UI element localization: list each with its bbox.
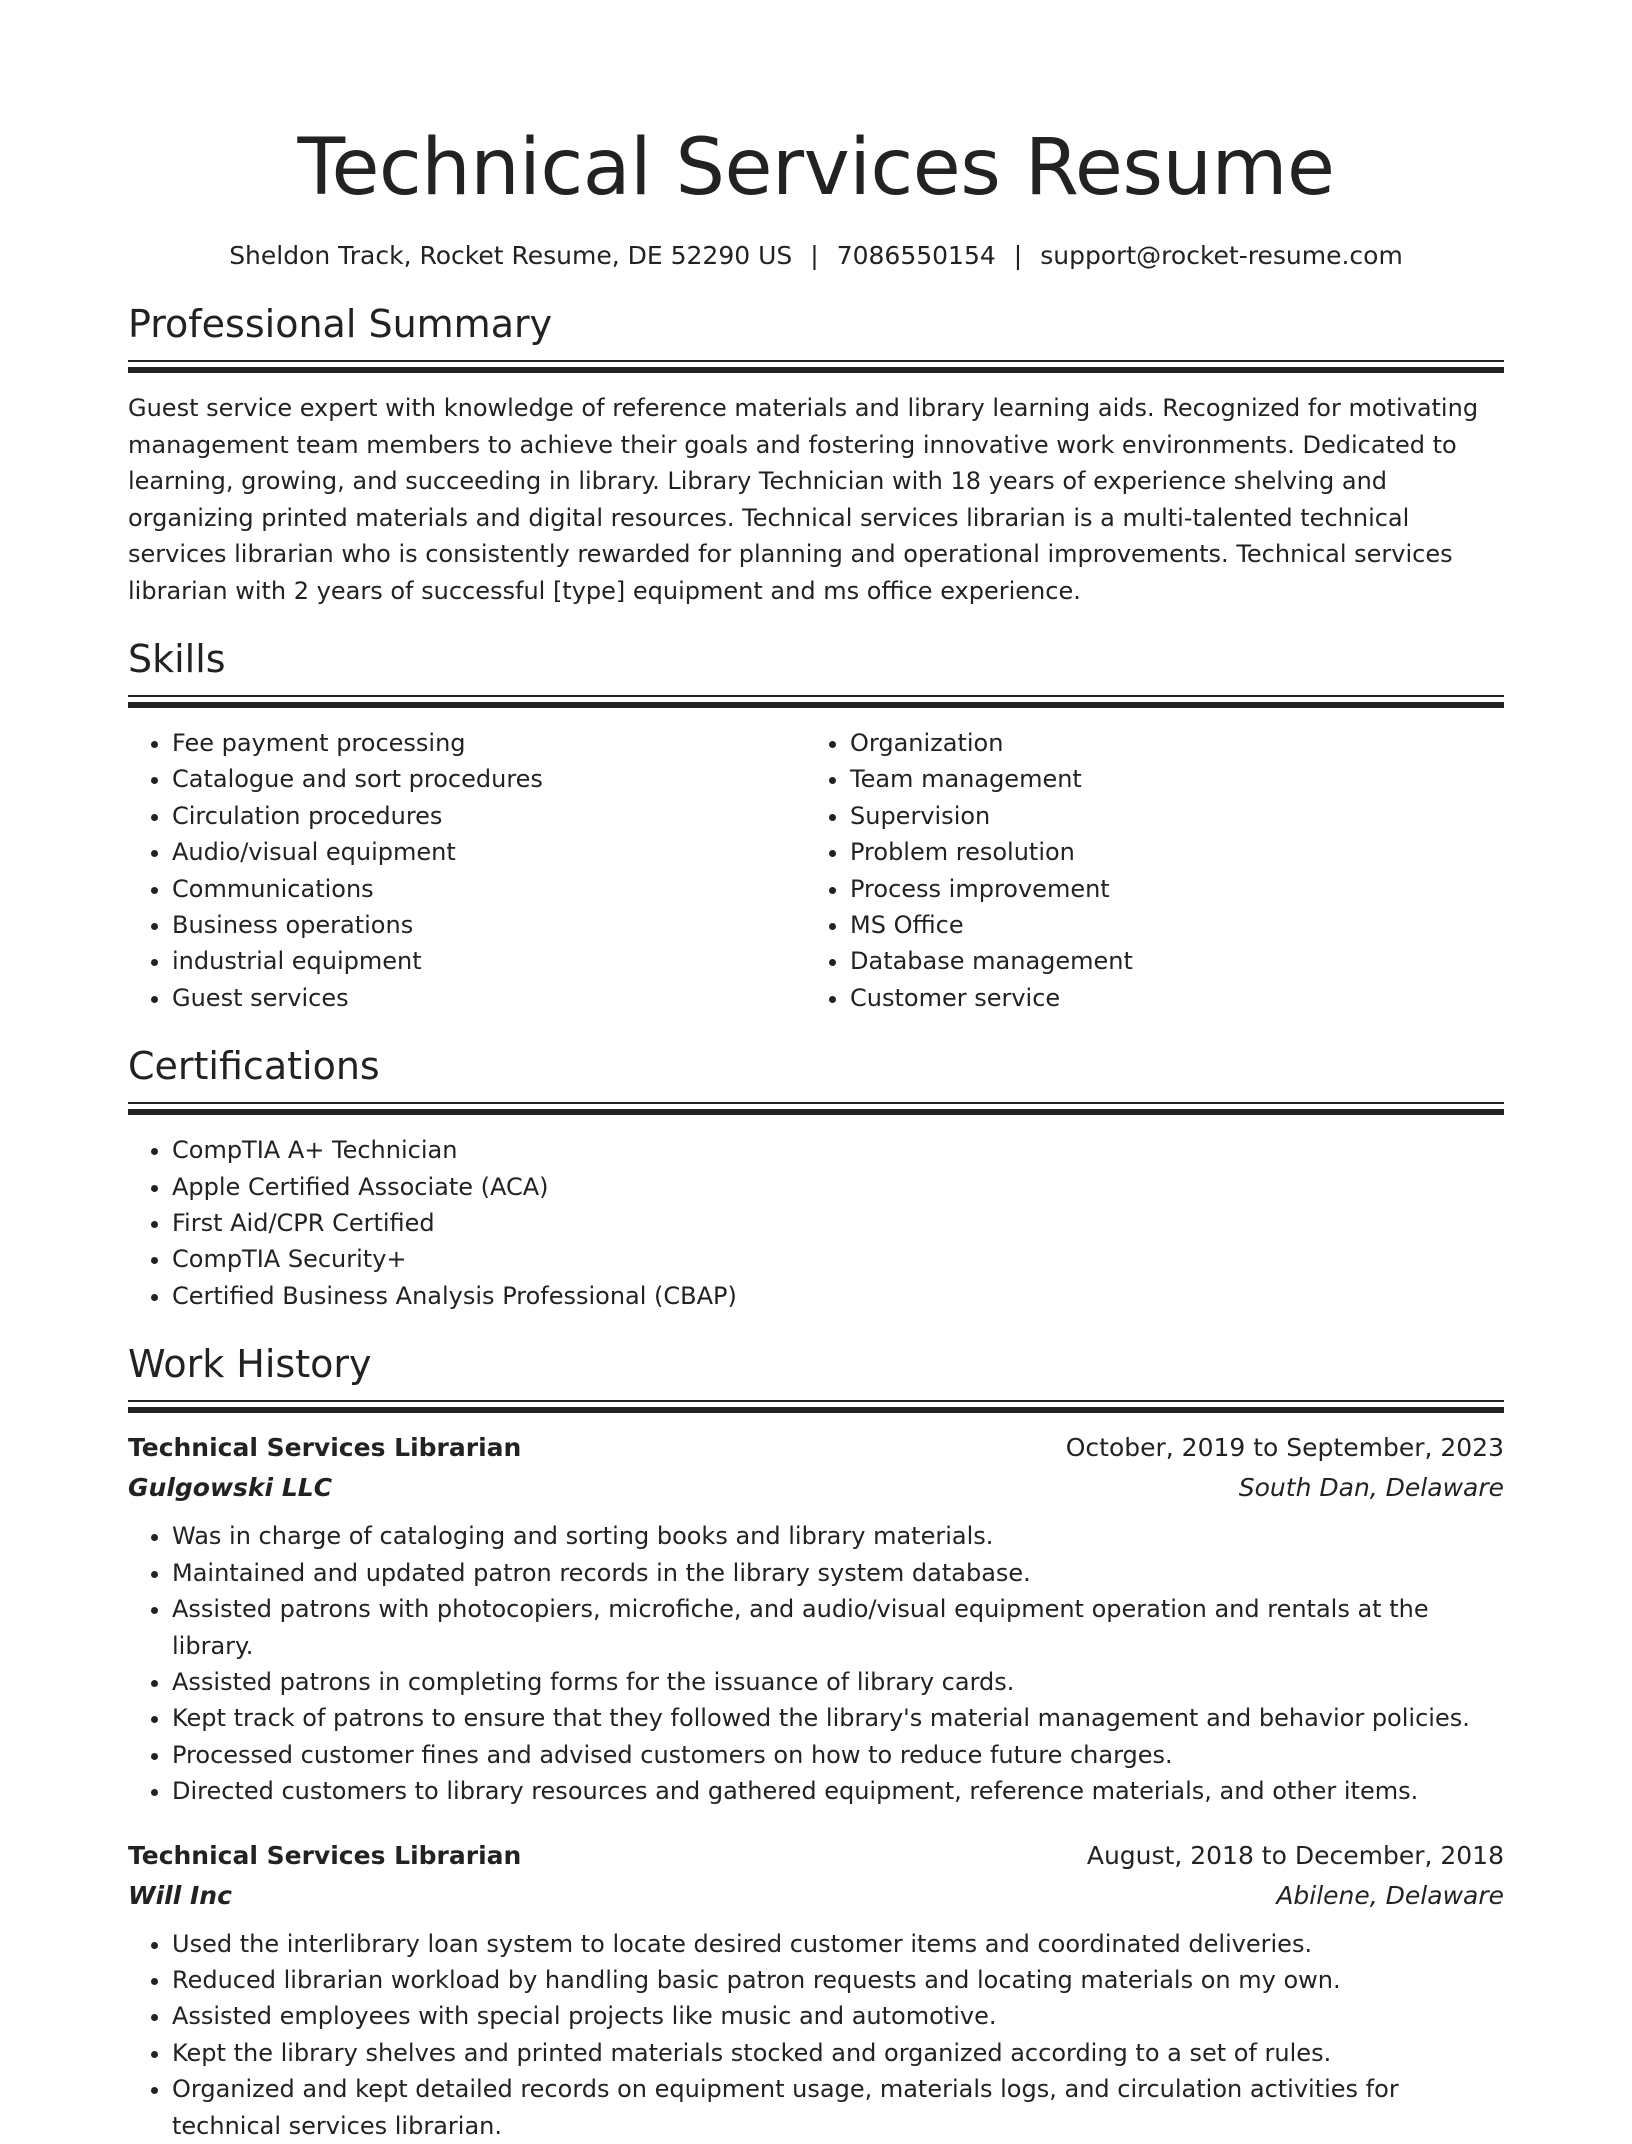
skills-columns bbox=[128, 725, 1504, 1016]
job-duty: • Kept track of patrons to ensure that they followed the library's material management and behavior policies. bbox=[172, 1700, 1504, 1736]
section-divider bbox=[128, 1400, 1504, 1414]
skills-section bbox=[128, 635, 1504, 1016]
job-duty: • Directed customers to library resources and gathered equipment, reference materials, and other items. bbox=[172, 1773, 1504, 1809]
skill-item: • Business operations bbox=[172, 907, 806, 943]
certification-item: • First Aid/CPR Certified bbox=[172, 1205, 1504, 1241]
skills-right-column bbox=[806, 725, 1484, 1016]
job-title: Technical Services Librarian bbox=[128, 1840, 522, 1870]
job-company: Will Inc bbox=[128, 1880, 232, 1910]
job-duty: • Assisted patrons in completing forms for the issuance of library cards. bbox=[172, 1664, 1504, 1700]
job-entry bbox=[128, 1836, 1504, 2144]
job-duty: • Organized and kept detailed records on equipment usage, materials logs, and circulation activities for technical services librarian. bbox=[172, 2071, 1504, 2144]
job-duty: • Was in charge of cataloging and sorting books and library materials. bbox=[172, 1518, 1504, 1554]
job-dates: August, 2018 to December, 2018 bbox=[1086, 1840, 1504, 1870]
job-header-row bbox=[128, 1428, 1504, 1468]
job-header-row bbox=[128, 1836, 1504, 1876]
skill-item: • Supervision bbox=[850, 798, 1484, 834]
job-location: Abilene, Delaware bbox=[1276, 1880, 1504, 1910]
skill-item: • Process improvement bbox=[850, 871, 1484, 907]
skills-left-column bbox=[128, 725, 806, 1016]
job-duty: • Maintained and updated patron records in the library system database. bbox=[172, 1555, 1504, 1591]
resume-title: Technical Services Resume bbox=[297, 123, 1335, 213]
certification-item: • Certified Business Analysis Professional (CBAP) bbox=[172, 1278, 1504, 1314]
summary-text: Guest service expert with knowledge of reference materials and library learning aids. Recognized for motivating management team members to achieve their goals and fostering innovative work environments. Dedicated to learning, growing, and succeeding in library. Library Technician with 18 years of experience shelving and organizing printed materials and digital resources. Technical services librarian is a multi-talented technical services librarian who is consistently rewarded for planning and operational improvements. Technical services librarian with 2 years of successful [type] equipment and ms office experience. bbox=[128, 394, 1479, 605]
skills-heading: Skills bbox=[128, 637, 226, 681]
certification-item: • Apple Certified Associate (ACA) bbox=[172, 1169, 1504, 1205]
certifications-section bbox=[128, 1042, 1504, 1314]
job-location: South Dan, Delaware bbox=[1238, 1473, 1504, 1503]
section-divider bbox=[128, 360, 1504, 374]
certification-item: • CompTIA A+ Technician bbox=[172, 1132, 1504, 1168]
skill-item: • MS Office bbox=[850, 907, 1484, 943]
job-duty: • Reduced librarian workload by handling basic patron requests and locating materials on my own. bbox=[172, 1962, 1504, 1998]
job-title: Technical Services Librarian bbox=[128, 1433, 522, 1463]
skill-item: • Communications bbox=[172, 871, 806, 907]
summary-section bbox=[128, 300, 1504, 609]
resume-page bbox=[128, 0, 1504, 2144]
skill-item: • Problem resolution bbox=[850, 834, 1484, 870]
job-duties-list bbox=[128, 1518, 1504, 1809]
skill-item: • Database management bbox=[850, 943, 1484, 979]
job-dates: October, 2019 to September, 2023 bbox=[1065, 1433, 1504, 1463]
job-company: Gulgowski LLC bbox=[128, 1473, 333, 1503]
job-company-row bbox=[128, 1876, 1504, 1916]
work-history-section bbox=[128, 1340, 1504, 2144]
job-entry bbox=[128, 1428, 1504, 1809]
job-company-row bbox=[128, 1468, 1504, 1508]
summary-heading: Professional Summary bbox=[128, 302, 553, 346]
job-duty: • Used the interlibrary loan system to locate desired customer items and coordinated deliveries. bbox=[172, 1926, 1504, 1962]
skill-item: • Audio/visual equipment bbox=[172, 834, 806, 870]
certifications-heading: Certifications bbox=[128, 1044, 380, 1089]
work-history-heading: Work History bbox=[128, 1342, 372, 1387]
job-duty: • Assisted employees with special projects like music and automotive. bbox=[172, 1998, 1504, 2034]
skill-item: • Customer service bbox=[850, 980, 1484, 1016]
skill-item: • Guest services bbox=[172, 980, 806, 1016]
contact-separator: | bbox=[810, 241, 819, 270]
skill-item: • industrial equipment bbox=[172, 943, 806, 979]
skills-list-right bbox=[806, 725, 1484, 1016]
skill-item: • Team management bbox=[850, 761, 1484, 797]
contact-email: support@rocket-resume.com bbox=[1040, 241, 1403, 270]
skills-list-left bbox=[128, 725, 806, 1016]
contact-address: Sheldon Track, Rocket Resume, DE 52290 US bbox=[229, 241, 793, 270]
skill-item: • Fee payment processing bbox=[172, 725, 806, 761]
skill-item: • Catalogue and sort procedures bbox=[172, 761, 806, 797]
section-divider bbox=[128, 695, 1504, 709]
contact-phone: 7086550154 bbox=[836, 241, 996, 270]
certifications-list bbox=[128, 1132, 1504, 1314]
job-duty: • Processed customer fines and advised customers on how to reduce future charges. bbox=[172, 1737, 1504, 1773]
section-divider bbox=[128, 1102, 1504, 1116]
skill-item: • Organization bbox=[850, 725, 1484, 761]
job-duty: • Kept the library shelves and printed materials stocked and organized according to a set of rules. bbox=[172, 2035, 1504, 2071]
job-duty: • Assisted patrons with photocopiers, microfiche, and audio/visual equipment operation and rentals at the library. bbox=[172, 1591, 1504, 1664]
skill-item: • Circulation procedures bbox=[172, 798, 806, 834]
certification-item: • CompTIA Security+ bbox=[172, 1241, 1504, 1277]
job-duties-list bbox=[128, 1926, 1504, 2144]
contact-separator: | bbox=[1013, 241, 1023, 270]
contact-line bbox=[128, 240, 1504, 272]
